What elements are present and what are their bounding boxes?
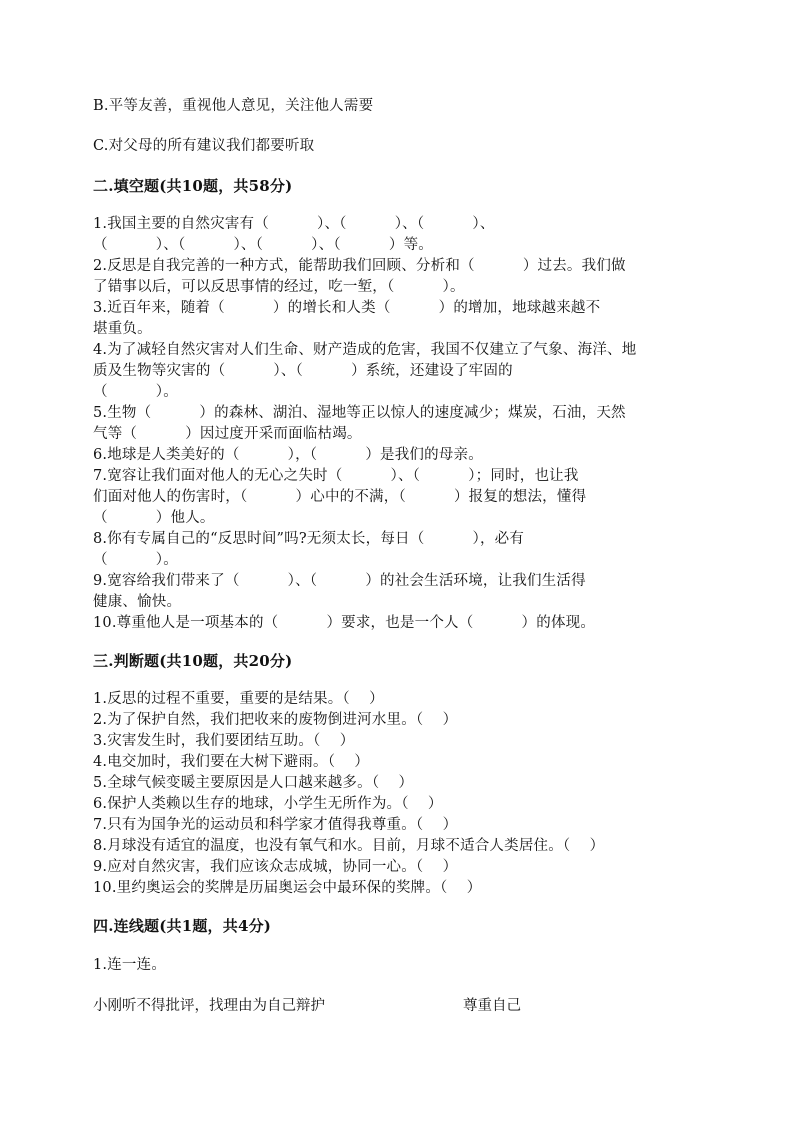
fill-line: 5.生物（ ）的森林、湖泊、湿地等正以惊人的速度减少；煤炭，石油，天然: [93, 405, 626, 421]
fill-line: 3.近百年来，随着（ ）的增长和人类（ ）的增加，地球越来越不: [93, 300, 601, 316]
fill-line: 堪重负。: [93, 321, 152, 337]
fill-line: 们面对他人的伤害时，（ ）心中的不满，（ ）报复的想法，懂得: [93, 489, 587, 505]
judge-item: 3.灾害发生时，我们要团结互助。（ ）: [93, 733, 355, 749]
section3-heading: 三.判断题(共10题，共20分): [93, 652, 293, 670]
judge-item: 2.为了保护自然，我们把收来的废物倒进河水里。（ ）: [93, 712, 458, 728]
fill-line: 7.宽容让我们面对他人的无心之失时（ ）、（ ）；同时，也让我: [93, 468, 579, 484]
judge-item: 5.全球气候变暖主要原因是人口越来越多。（ ）: [93, 775, 414, 791]
fill-line: 8.你有专属自己的“反思时间”吗?无须太长，每日（ ），必有: [93, 531, 525, 547]
choice-option-c: C.对父母的所有建议我们都要听取: [93, 138, 315, 154]
fill-line: 健康、愉快。: [93, 594, 182, 610]
choice-option-b: B.平等友善，重视他人意见，关注他人需要: [93, 98, 374, 114]
fill-line: 质及生物等灾害的（ ）、（ ）系统，还建设了牢固的: [93, 363, 513, 379]
fill-line: 4.为了减轻自然灾害对人们生命、财产造成的危害，我国不仅建立了气象、海洋、地: [93, 342, 637, 358]
fill-line: 2.反思是自我完善的一种方式，能帮助我们回顾、分析和（ ）过去。我们做: [93, 258, 626, 274]
match-right-item: 尊重自己: [463, 998, 521, 1014]
judge-item: 8.月球没有适宜的温度，也没有氧气和水。目前，月球不适合人类居住。（ ）: [93, 838, 605, 854]
judge-item: 10.里约奥运会的奖牌是历届奥运会中最环保的奖牌。（ ）: [93, 880, 482, 896]
judge-item: 7.只有为国争光的运动员和科学家才值得我尊重。（ ）: [93, 817, 458, 833]
judge-item: 4.电交加时，我们要在大树下避雨。（ ）: [93, 754, 370, 770]
fill-line: （ ）、（ ）、（ ）、（ ）等。: [93, 237, 433, 253]
fill-line: 1.我国主要的自然灾害有（ ）、（ ）、（ ）、: [93, 216, 495, 232]
fill-line: 9.宽容给我们带来了（ ）、（ ）的社会生活环境，让我们生活得: [93, 573, 586, 589]
match-left-item: 小刚听不得批评，找理由为自己辩护: [93, 998, 325, 1014]
fill-line: 10.尊重他人是一项基本的（ ）要求，也是一个人（ ）的体现。: [93, 615, 596, 631]
fill-line: （ ）他人。: [93, 510, 215, 526]
fill-line: 气等（ ）因过度开采而面临枯竭。: [93, 426, 362, 442]
judge-item: 9.应对自然灾害，我们应该众志成城，协同一心。（ ）: [93, 859, 458, 875]
judge-item: 6.保护人类赖以生存的地球，小学生无所作为。（ ）: [93, 796, 443, 812]
judge-item: 1.反思的过程不重要，重要的是结果。（ ）: [93, 691, 384, 707]
fill-line: 了错事以后，可以反思事情的经过，吃一堑，（ ）。: [93, 279, 465, 295]
fill-line: （ ）。: [93, 552, 178, 568]
fill-line: 6.地球是人类美好的（ ），（ ）是我们的母亲。: [93, 447, 483, 463]
section2-heading: 二.填空题(共10题，共58分): [93, 177, 293, 195]
match-question: 1.连一连。: [93, 957, 167, 973]
fill-line: （ ）。: [93, 384, 178, 400]
section4-heading: 四.连线题(共1题，共4分): [93, 917, 272, 935]
